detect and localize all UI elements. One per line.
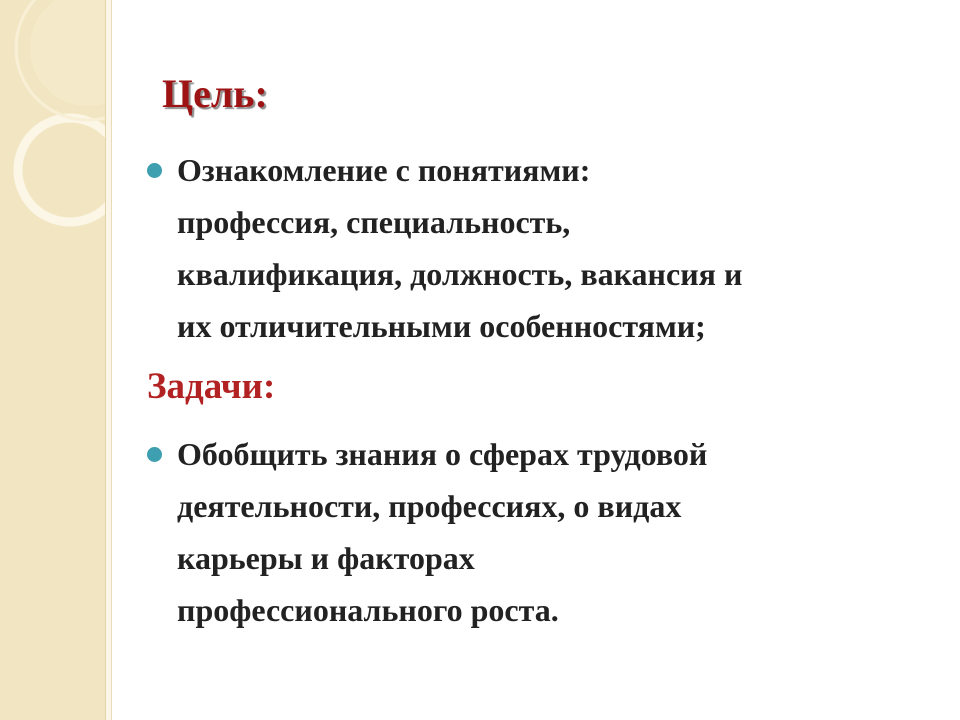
bullet-dot-icon xyxy=(147,163,162,178)
decorative-circles xyxy=(0,0,105,720)
goal-bullet xyxy=(147,144,937,352)
tasks-heading: Задачи: xyxy=(147,366,276,407)
decorative-side-panel xyxy=(0,0,105,720)
tasks-bullet xyxy=(147,428,907,636)
bullet-dot-icon xyxy=(147,447,162,462)
goal-heading: Цель: xyxy=(162,71,268,116)
goal-text: Ознакомление с понятиями: профессия, специальность, квалификация, должность, вакансия и их отличительными особенностями; xyxy=(177,152,743,344)
tasks-text: Обобщить знания о сферах трудовой деятельности, профессиях, о видах карьеры и факторах профессионального роста. xyxy=(177,436,708,628)
side-panel-border xyxy=(105,0,112,720)
